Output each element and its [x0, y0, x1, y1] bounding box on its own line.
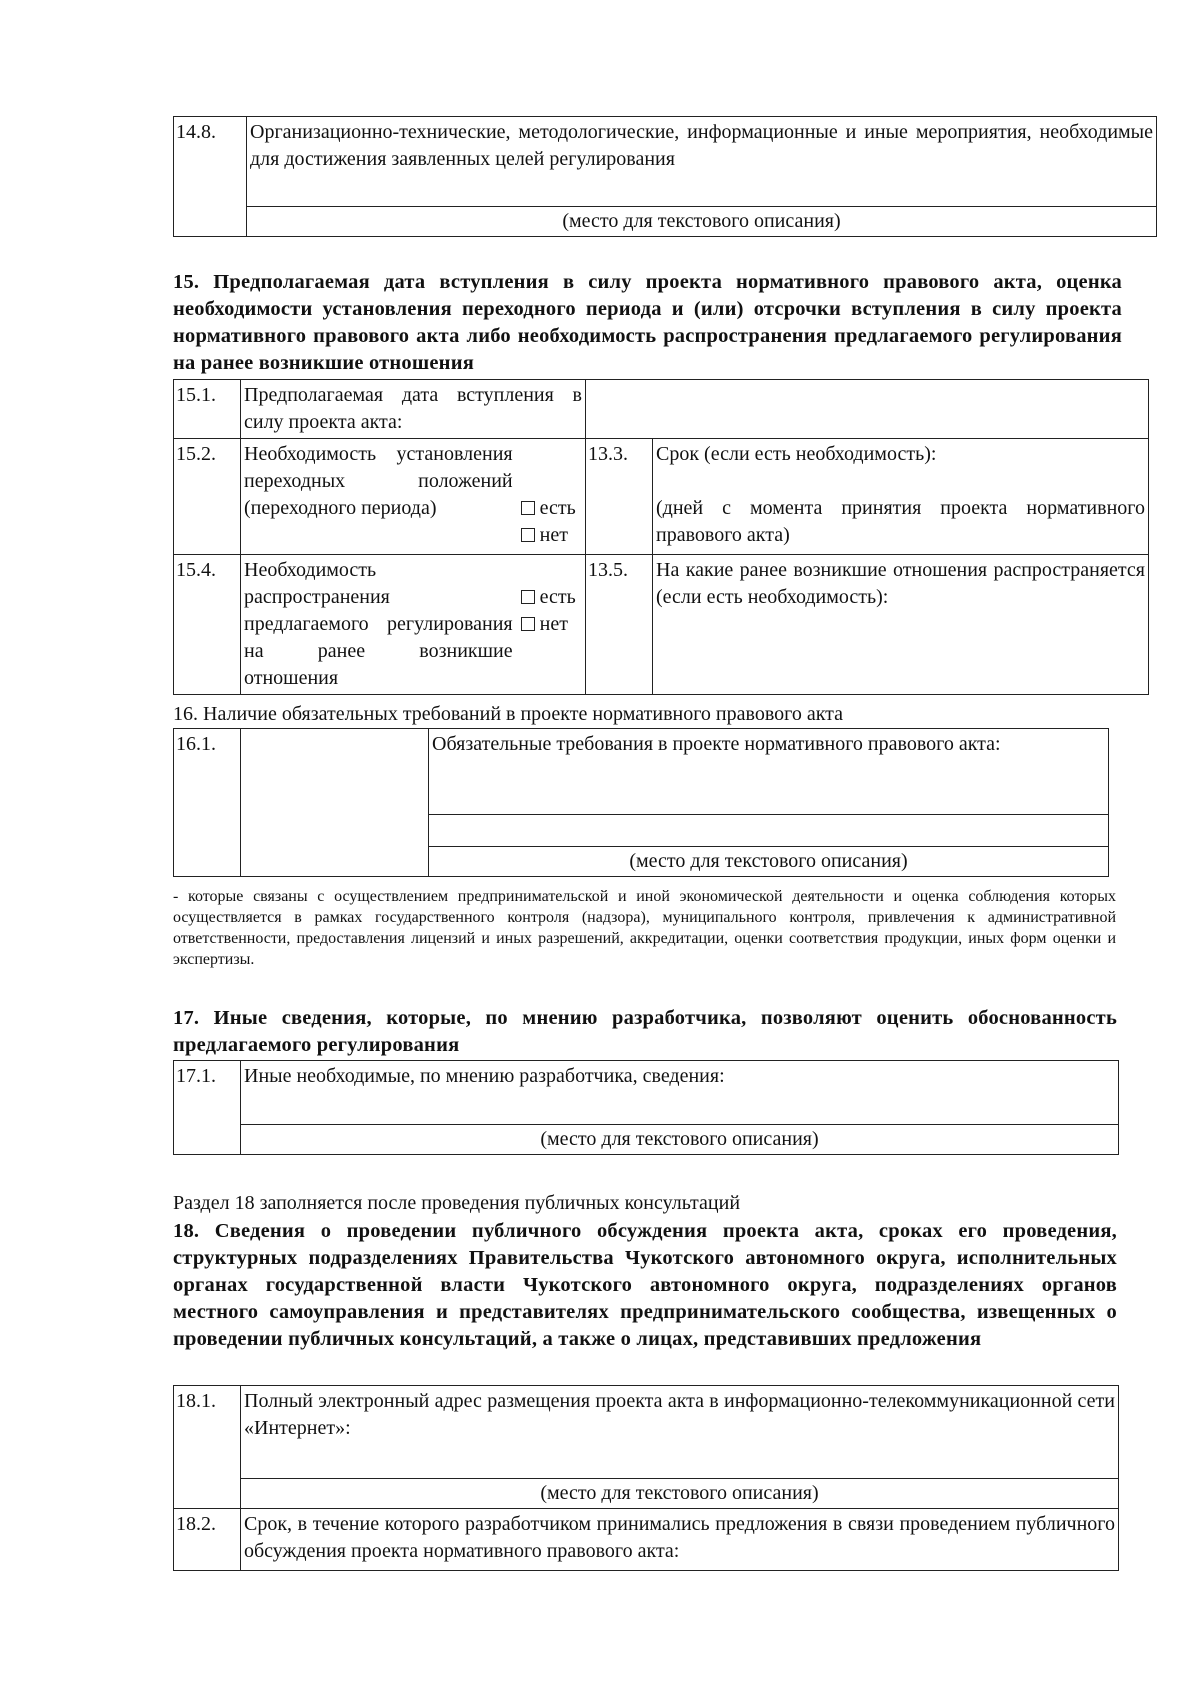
empty-cell[interactable]	[241, 729, 429, 877]
checkbox-label: нет	[539, 524, 568, 546]
checkbox-no[interactable]	[521, 611, 582, 638]
checkbox-yes[interactable]	[521, 495, 582, 522]
row-number: 16.1.	[174, 729, 241, 877]
row-text: Организационно-технические, методологические, информационные и иные мероприятия, необходимые для достижения заявленных целей регулирования	[247, 117, 1157, 207]
row-number: 18.2.	[174, 1509, 241, 1571]
section-15-heading: 15. Предполагаемая дата вступления в силу проекта нормативного правового акта, оценка необходимости установления переходного периода и (или) отсрочки вступления в силу проекта нормативного правового акта либо необходимость распространения предлагаемого регулирования на ранее возникшие отношения	[173, 271, 1122, 374]
row-number: 13.5.	[586, 555, 653, 695]
section-18-intro: Раздел 18 заполняется после проведения публичных консультаций	[173, 1192, 741, 1214]
section-17-heading: 17. Иные сведения, которые, по мнению разработчика, позволяют оценить обоснованность предлагаемого регулирования	[173, 1007, 1117, 1056]
table-14-8	[173, 116, 1157, 237]
row-text[interactable]: На какие ранее возникшие отношения распространяется (если есть необходимость):	[653, 555, 1149, 695]
row-text: Иные необходимые, по мнению разработчика, сведения:	[241, 1061, 1119, 1125]
term-note: (дней с момента принятия проекта нормативного правового акта)	[656, 497, 1145, 546]
row-text: Обязательные требования в проекте нормативного правового акта:	[429, 729, 1109, 815]
row-number: 15.4.	[174, 555, 241, 695]
retro-cell	[241, 555, 586, 695]
text-placeholder[interactable]: (место для текстового описания)	[241, 1125, 1119, 1155]
row-text: Полный электронный адрес размещения проекта акта в информационно-телекоммуникационной сети «Интернет»:	[241, 1386, 1119, 1479]
checkbox-no[interactable]	[521, 522, 582, 549]
row-text: Срок, в течение которого разработчиком принимались предложения в связи проведением публичного обсуждения проекта нормативного правового акта:	[241, 1509, 1119, 1571]
text-placeholder[interactable]: (место для текстового описания)	[241, 1479, 1119, 1509]
footnote: - которые связаны с осуществлением предпринимательской и иной экономической деятельности и оценка соблюдения которых осуществляется в рамках государственного контроля (надзора), муниципального контроля, привлечения к административной ответственности, предоставления лицензий и иных разрешений, аккредитации, оценки соответствия продукции, иных форм оценки и экспертизы.	[173, 888, 1116, 968]
input-cell[interactable]	[429, 815, 1109, 847]
section-18-heading: 18. Сведения о проведении публичного обсуждения проекта акта, сроках его проведения, структурных подразделениях Правительства Чукотского автономного округа, исполнительных органах государственной власти Чукотского автономного округа, подразделениях органов местного самоуправления и представителях предпринимательского сообщества, извещенных о проведении публичных консультаций, а также о лицах, представивших предложения	[173, 1220, 1117, 1350]
row-number: 18.1.	[174, 1386, 241, 1509]
transition-cell	[241, 439, 586, 555]
table-18	[173, 1385, 1119, 1571]
checkbox-icon[interactable]	[521, 617, 535, 631]
checkbox-icon[interactable]	[521, 590, 535, 604]
row-number: 17.1.	[174, 1061, 241, 1155]
checkbox-label: есть	[539, 497, 576, 519]
table-15	[173, 379, 1149, 695]
checkbox-yes[interactable]	[521, 584, 582, 611]
checkbox-label: есть	[539, 586, 576, 608]
row-text: Предполагаемая дата вступления в силу проекта акта:	[241, 380, 586, 439]
row-number: 15.1.	[174, 380, 241, 439]
checkbox-icon[interactable]	[521, 528, 535, 542]
row-number: 14.8.	[174, 117, 247, 237]
row-number: 13.3.	[586, 439, 653, 555]
row-text: Необходимость установления переходных положений (переходного периода)	[244, 443, 513, 519]
term-cell[interactable]	[653, 439, 1149, 555]
row-text: Необходимость распространения предлагаемого регулирования на ранее возникшие отношения	[244, 559, 513, 689]
date-value-cell[interactable]	[586, 380, 1149, 439]
term-label: Срок (если есть необходимость):	[656, 443, 937, 465]
row-number: 15.2.	[174, 439, 241, 555]
text-placeholder[interactable]: (место для текстового описания)	[429, 847, 1109, 877]
section-16-heading: 16. Наличие обязательных требований в проекте нормативного правового акта	[173, 703, 844, 725]
table-17	[173, 1060, 1119, 1155]
table-16	[173, 728, 1109, 877]
text-placeholder[interactable]: (место для текстового описания)	[247, 207, 1157, 237]
checkbox-icon[interactable]	[521, 501, 535, 515]
checkbox-label: нет	[539, 613, 568, 635]
